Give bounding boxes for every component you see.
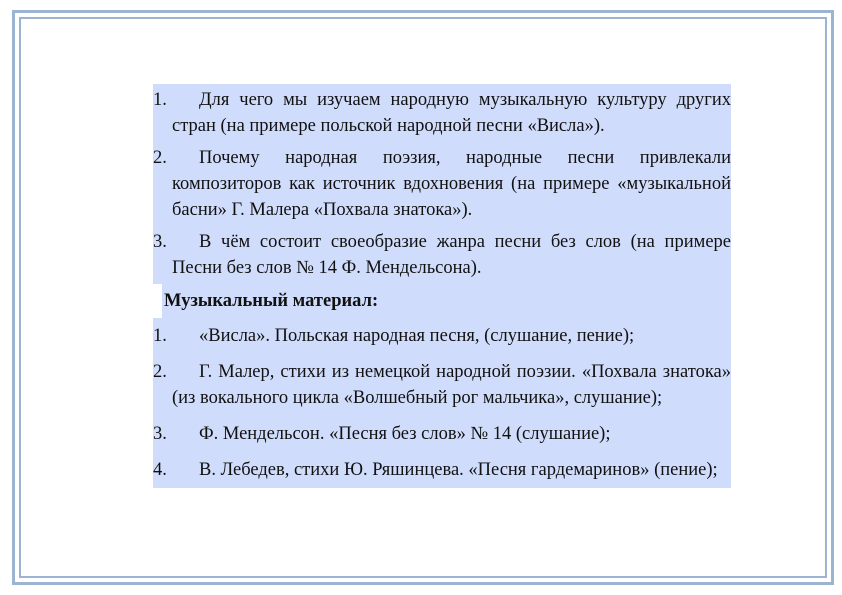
questions-list	[153, 84, 731, 284]
question-item	[153, 84, 731, 142]
material-number: 1.	[153, 326, 167, 346]
materials-list	[153, 318, 731, 488]
slide-content	[153, 84, 731, 488]
material-text: Ф. Мендельсон. «Песня без слов» № 14 (слушание);	[199, 424, 611, 444]
question-item	[153, 142, 731, 226]
material-item	[153, 318, 731, 354]
materials-heading-row	[153, 284, 731, 318]
question-number: 3.	[153, 232, 167, 252]
question-number: 2.	[153, 148, 167, 168]
question-number: 1.	[153, 90, 167, 110]
material-number: 4.	[153, 460, 167, 480]
material-item	[153, 354, 731, 416]
material-number: 2.	[153, 362, 167, 382]
question-text: Почему народная поэзия, народные песни привлекали композиторов как источник вдохновения (на примере «музыкальной басни» Г. Малера «Похвала знатока»).	[172, 148, 731, 220]
question-item	[153, 226, 731, 284]
materials-heading: Музыкальный материал:	[162, 284, 731, 318]
material-text: «Висла». Польская народная песня, (слушание, пение);	[199, 326, 635, 346]
material-number: 3.	[153, 424, 167, 444]
material-item	[153, 416, 731, 452]
question-text: В чём состоит своеобразие жанра песни без слов (на примере Песни без слов № 14 Ф. Мендельсона).	[172, 232, 731, 278]
question-text: Для чего мы изучаем народную музыкальную культуру других стран (на примере польской народной песни «Висла»).	[172, 90, 731, 136]
material-text: Г. Малер, стихи из немецкой народной поэзии. «Похвала знатока» (из вокального цикла «Волшебный рог мальчика», слушание);	[172, 362, 731, 408]
material-item	[153, 452, 731, 488]
material-text: В. Лебедев, стихи Ю. Ряшинцева. «Песня гардемаринов» (пение);	[199, 460, 718, 480]
